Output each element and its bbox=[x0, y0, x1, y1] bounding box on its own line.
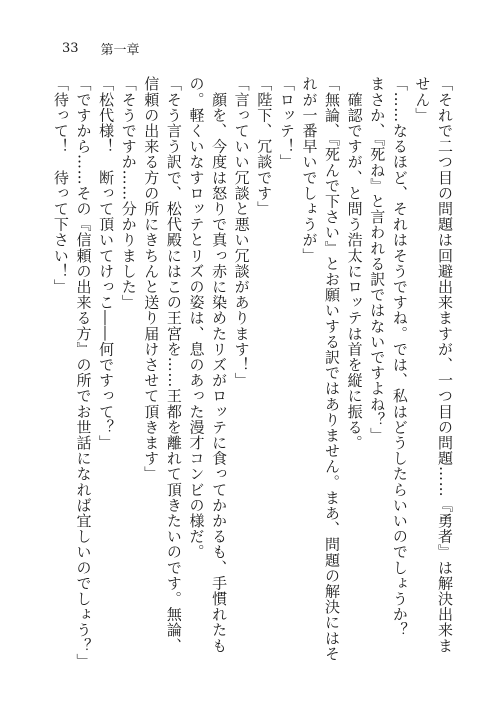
text-line: 「それで二つ目の問題は回避出来ますが、一つ目の問題……『勇者』は解決出来ません」 bbox=[413, 76, 454, 654]
text-line: 「……なるほど、それはそうですね。では、私はどうしたらいいのでしょうか？ まさか、『死ね』と言われる訳ではないですよね？」 bbox=[368, 76, 409, 654]
text-line: 「ロッテ！」 bbox=[277, 76, 296, 170]
text-line: 「陛下、冗談です」 bbox=[255, 76, 274, 217]
text-line: 「無論、『死んで下さい』とお願いする訳ではありません。まあ、問題の解決にはそれが一番早いでしょうが」 bbox=[300, 76, 342, 662]
text-line: 「言っていい冗談と悪い冗談があります！」 bbox=[232, 76, 251, 388]
text-line: 顔を、今度は怒りで真っ赤に染めたリズがロッテに食ってかかるも、手慣れたもの。軽くいなすロッテとリズの姿は、息のあった漫才コンビの様だ。 bbox=[187, 76, 229, 654]
text-line: 「そうですか……分かりました」 bbox=[119, 76, 138, 310]
chapter-title: 第一章 bbox=[100, 42, 140, 58]
text-line: 「ですから……その『信頼の出来る方』の所でお世話になれば宜しいのでしょう？」 bbox=[74, 76, 93, 669]
vertical-text-body bbox=[51, 76, 456, 669]
text-line: 確認ですが、と問う浩太にロッテは首を縦に振る。 bbox=[345, 76, 364, 451]
page-header bbox=[62, 40, 140, 56]
page-number: 33 bbox=[62, 40, 79, 56]
text-line: 「そう言う訳で、松代殿にはこの王宮を……王都を離れて頂きたいのです。無論、信頼の出来る方の所にきちんと送り届けさせて頂きます」 bbox=[142, 76, 183, 654]
text-line: 「待って！ 待って下さい！」 bbox=[51, 76, 70, 295]
text-line: 「松代様！ 断って頂いてけっこ――何ですって？」 bbox=[97, 76, 116, 451]
